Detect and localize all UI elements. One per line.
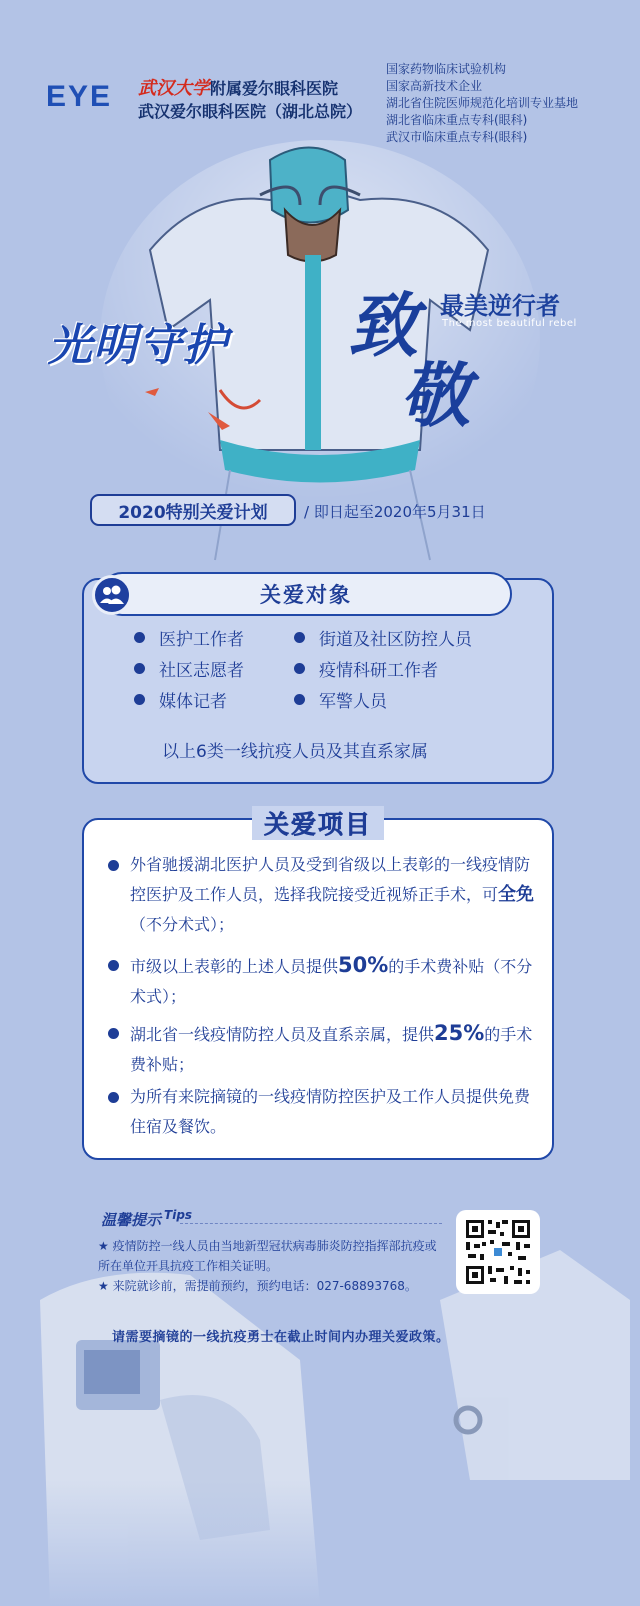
credentials-list: [386, 61, 578, 146]
university-name: 武汉大学: [138, 78, 210, 98]
credential-item: 湖北省住院医师规范化培训专业基地: [386, 96, 579, 110]
bullet-icon: [134, 694, 145, 705]
project-text: 湖北省一线疫情防控人员及直系亲属，提供: [130, 1025, 435, 1044]
tips-title: [101, 1208, 192, 1230]
hospital-name: 武汉爱尔眼科医院（湖北总院）: [138, 104, 363, 121]
target-item: [294, 656, 438, 681]
tips-line: ★ 来院就诊前，需提前预约，预约电话：027-68893768。: [98, 1279, 417, 1293]
logo-text: EYE: [46, 80, 113, 113]
bullet-icon: [294, 694, 305, 705]
target-label: 疫情科研工作者: [319, 661, 438, 681]
target-item: [134, 656, 244, 681]
bullet-icon: [108, 1092, 119, 1103]
bullet-icon: [134, 632, 145, 643]
plan-badge: 2020特别关爱计划: [90, 494, 296, 526]
target-label: 社区志愿者: [159, 661, 244, 681]
qr-code-icon: [456, 1210, 540, 1294]
bullet-icon: [294, 632, 305, 643]
project-item: [108, 1082, 538, 1142]
credential-item: 国家药物临床试验机构: [386, 62, 507, 76]
project-item: [108, 950, 538, 1012]
bullet-icon: [134, 663, 145, 674]
bottom-note: 请需要摘镜的一线抗疫勇士在截止时间内办理关爱政策。: [112, 1330, 450, 1345]
hero-zhi: 致: [348, 284, 418, 367]
project-highlight: 50%: [338, 953, 389, 977]
hero-jing: 敬: [400, 354, 470, 437]
target-item: [294, 625, 472, 650]
project-text: （不分术式）；: [130, 915, 235, 934]
target-label: 军警人员: [319, 692, 387, 712]
project-text: 外省驰援湖北医护人员及受到省级以上表彰的一线疫情防控医护及工作人员，选择我院接受近视矫正手术，可: [130, 855, 531, 904]
hero-subtitle-en: The most beautiful rebel: [442, 318, 577, 329]
bullet-icon: [294, 663, 305, 674]
target-label: 医护工作者: [159, 630, 244, 650]
bullet-icon: [108, 960, 119, 971]
project-text: 的手术费补贴（不分术式）；: [130, 957, 533, 1006]
credential-item: 湖北省临床重点专科(眼科): [386, 113, 528, 127]
tips-badge: Tips: [164, 1208, 193, 1222]
university-suffix: 附属爱尔眼科医院: [210, 81, 339, 98]
project-item: [108, 850, 538, 940]
target-label: 街道及社区防控人员: [319, 630, 472, 650]
project-text: 市级以上表彰的上述人员提供: [130, 957, 339, 976]
project-item: [108, 1018, 538, 1080]
hero-subtitle: 最美逆行者: [440, 292, 560, 320]
bullet-icon: [108, 860, 119, 871]
targets-note: 以上6类一线抗疫人员及其直系家属: [162, 742, 428, 762]
target-item: [134, 625, 244, 650]
people-icon: [92, 575, 132, 615]
projects-title: 关爱项目: [252, 806, 384, 840]
tips-line: ★ 疫情防控一线人员由当地新型冠状病毒肺炎防控指挥部抗疫或所在单位开具抗疫工作相关证明。: [98, 1239, 437, 1273]
credential-item: 武汉市临床重点专科(眼科): [386, 130, 528, 144]
project-highlight: 全免: [498, 884, 535, 905]
university-line: [138, 74, 338, 100]
target-item: [134, 687, 227, 712]
tips-divider: [180, 1223, 442, 1224]
project-highlight: 25%: [434, 1021, 485, 1045]
plan-date: / 即日起至2020年5月31日: [304, 503, 486, 521]
eye-logo: [46, 80, 112, 114]
tips-label: 温馨提示: [101, 1211, 162, 1229]
credential-item: 国家高新技术企业: [386, 79, 483, 93]
tips-text: [98, 1236, 448, 1296]
target-label: 媒体记者: [159, 692, 227, 712]
targets-title: 关爱对象: [100, 572, 512, 616]
project-text: 为所有来院摘镜的一线疫情防控医护及工作人员提供免费住宿及餐饮。: [130, 1087, 531, 1136]
bullet-icon: [108, 1028, 119, 1039]
hero-guard-title: 光明守护: [48, 320, 228, 371]
project-text: 的手术费补贴；: [130, 1025, 533, 1074]
target-item: [294, 687, 387, 712]
